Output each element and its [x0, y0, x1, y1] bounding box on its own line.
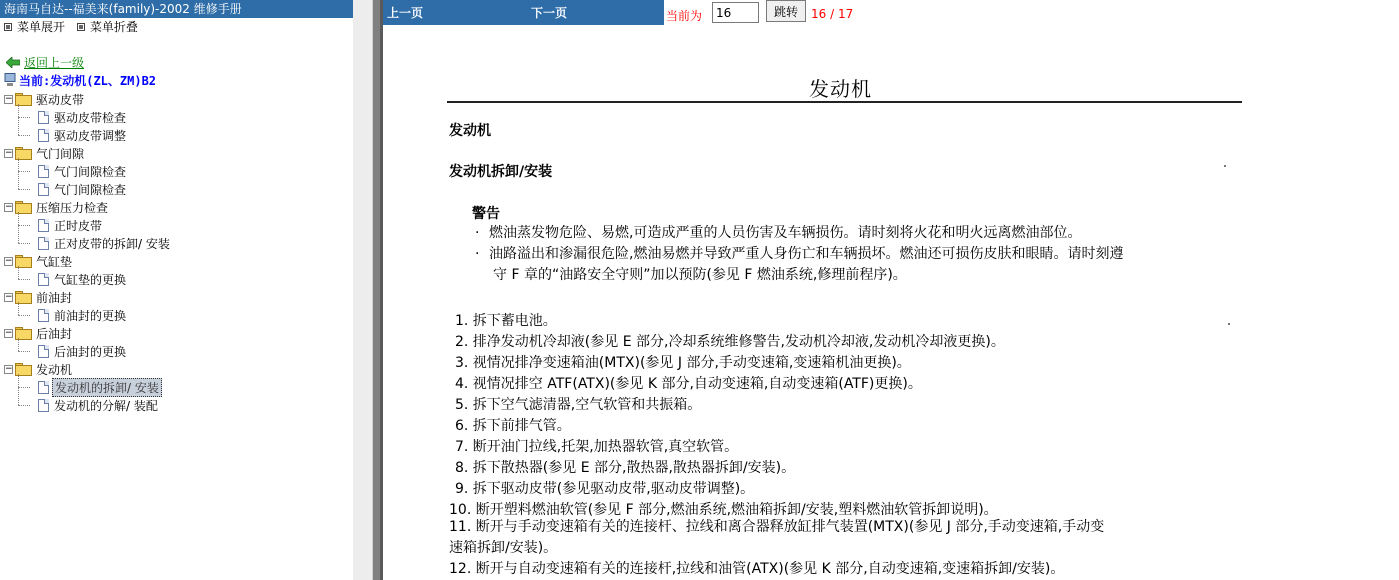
tree-folder[interactable] — [4, 288, 172, 306]
tree-folder[interactable] — [4, 90, 172, 108]
document-page-icon — [38, 345, 49, 358]
tree-page-item[interactable] — [4, 234, 172, 252]
procedure-step-11-cont: 速箱拆卸/安装)。 — [449, 540, 558, 556]
scan-speck — [1224, 165, 1226, 167]
tree-folder-label: 前油封 — [36, 290, 73, 305]
navigation-pane — [0, 0, 353, 580]
tree-page-label: 前油封的更换 — [54, 308, 127, 323]
document-page-icon — [38, 237, 49, 250]
collapse-toggle-icon[interactable]: − — [5, 363, 13, 374]
tree-page-label: 后油封的更换 — [54, 344, 127, 359]
tree-connector — [18, 374, 19, 405]
page-toolbar — [383, 0, 954, 25]
manual-title: 海南马自达--福美来(family)-2002 维修手册 — [0, 0, 353, 18]
document-page-icon — [38, 129, 49, 142]
current-location-text: 当前:发动机(ZL、ZM)B2 — [19, 73, 157, 88]
warning-item-2: · 油路溢出和渗漏很危险,燃油易燃并导致严重人身伤亡和车辆损坏。燃油还可损伤皮肤和眼睛。请时刻遵 — [475, 246, 1124, 262]
tree-folder[interactable] — [4, 252, 172, 270]
tree-connector — [18, 212, 19, 243]
document-page-icon — [38, 165, 49, 178]
splitter-face — [353, 0, 373, 580]
document-page-icon — [38, 183, 49, 196]
warning-title: 警告 — [472, 206, 500, 222]
back-arrow-icon — [6, 57, 20, 68]
back-link[interactable]: 返回上一级 — [24, 55, 85, 70]
tree-page-label: 气门间隙检查 — [54, 182, 127, 197]
collapse-toggle-icon[interactable]: − — [5, 93, 13, 104]
tree-page-item[interactable] — [4, 126, 172, 144]
procedure-step: 8. 拆下散热器(参见 E 部分,散热器,散热器拆卸/安装)。 — [455, 460, 796, 476]
document-page-icon — [38, 309, 49, 322]
back-row — [6, 54, 84, 70]
warning-text-2: 油路溢出和渗漏很危险,燃油易燃并导致严重人身伤亡和车辆损坏。燃油还可损伤皮肤和眼睛。请时刻遵 — [489, 246, 1124, 262]
pane-splitter[interactable] — [353, 0, 383, 580]
tree-folder-label: 气门间隙 — [36, 146, 85, 161]
tree-folder-label: 发动机 — [36, 362, 73, 377]
document-page-icon — [38, 399, 49, 412]
tree-page-item[interactable] — [4, 378, 172, 396]
page-title: 发动机 — [809, 77, 872, 101]
menu-expand-label: 菜单展开 — [17, 20, 66, 34]
warning-item-1: · 燃油蒸发物危险、易燃,可造成严重的人员伤害及车辆损伤。请时刻将火花和明火远离燃油部位。 — [475, 225, 1082, 241]
tree-folder[interactable] — [4, 360, 172, 378]
tree-connector — [18, 189, 30, 190]
tree-connector — [18, 279, 30, 280]
procedure-step: 5. 拆下空气滤清器,空气软管和共振箱。 — [455, 397, 702, 413]
menu-expand-button[interactable] — [4, 18, 65, 36]
tree-page-item[interactable] — [4, 108, 172, 126]
procedure-step: 9. 拆下驱动皮带(参见驱动皮带,驱动皮带调整)。 — [455, 481, 755, 497]
page-jump-area — [664, 0, 954, 25]
document-page — [383, 25, 1399, 580]
tree-connector — [18, 135, 30, 136]
tree-folder-label: 驱动皮带 — [36, 92, 85, 107]
content-pane — [383, 0, 1399, 580]
tree-page-item[interactable] — [4, 396, 172, 414]
tree-page-label: 正时皮带 — [54, 218, 103, 233]
tree-connector — [18, 405, 30, 406]
procedure-step: 12. 断开与自动变速箱有关的连接杆,拉线和油管(ATX)(参见 K 部分,自动变速箱,变速箱拆卸/安装)。 — [449, 561, 1065, 577]
tree-page-label: 驱动皮带调整 — [54, 128, 127, 143]
collapse-toggle-icon[interactable]: − — [5, 255, 13, 266]
tree-connector — [18, 315, 30, 316]
prev-page-link[interactable]: 上一页 — [387, 6, 424, 20]
tree-folder[interactable] — [4, 144, 172, 162]
menu-collapse-label: 菜单折叠 — [89, 20, 138, 34]
procedure-step: 2. 排净发动机冷却液(参见 E 部分,冷却系统维修警告,发动机冷却液,发动机冷却液更换)。 — [455, 334, 1005, 350]
tree-page-label: 气门间隙检查 — [54, 164, 127, 179]
collapse-toggle-icon[interactable]: − — [5, 327, 13, 338]
menu-collapse-button[interactable] — [77, 18, 138, 36]
tree-connector — [18, 387, 30, 388]
page-count: 16 / 17 — [811, 7, 854, 21]
procedure-step: 11. 断开与手动变速箱有关的连接杆、拉线和离合器释放缸排气装置(MTX)(参见 J 部分,手动变速箱,手动变 — [449, 519, 1105, 535]
procedure-step: 1. 拆下蓄电池。 — [455, 313, 557, 329]
document-page-icon — [38, 381, 49, 394]
tree-page-label: 驱动皮带检查 — [54, 110, 127, 125]
tree-connector — [18, 158, 19, 189]
subsection-heading: 发动机拆卸/安装 — [449, 164, 553, 180]
document-page-icon — [38, 273, 49, 286]
tree-page-label: 正对皮带的拆卸/ 安装 — [54, 236, 170, 251]
computer-icon — [4, 73, 16, 87]
tree-connector — [18, 243, 30, 244]
tree-connector — [18, 225, 30, 226]
current-location — [4, 72, 156, 88]
page-number-input[interactable] — [712, 2, 759, 23]
procedure-step: 4. 视情况排空 ATF(ATX)(参见 K 部分,自动变速箱,自动变速箱(ATF)更换)。 — [455, 376, 922, 392]
collapse-all-icon — [77, 23, 85, 31]
tree-page-item[interactable] — [4, 342, 172, 360]
tree-connector — [18, 266, 19, 279]
menu-controls — [0, 18, 353, 36]
current-page-label: 当前为 — [666, 9, 703, 23]
tree-connector — [18, 302, 19, 315]
tree-folder[interactable] — [4, 324, 172, 342]
tree-page-item[interactable] — [4, 216, 172, 234]
tree-page-label: 气缸垫的更换 — [54, 272, 127, 287]
procedure-step: 6. 拆下前排气管。 — [455, 418, 571, 434]
tree-folder-label: 后油封 — [36, 326, 73, 341]
tree-connector — [18, 351, 30, 352]
scan-speck — [1228, 323, 1230, 325]
jump-button[interactable]: 跳转 — [766, 0, 806, 22]
warning-text-2-cont: 守 F 章的“油路安全守则”加以预防(参见 F 燃油系统,修理前程序)。 — [493, 267, 907, 283]
tree-connector — [18, 171, 30, 172]
tree-page-item[interactable] — [4, 306, 172, 324]
expand-all-icon — [4, 23, 12, 31]
tree-connector — [18, 338, 19, 351]
collapse-toggle-icon[interactable]: − — [5, 291, 13, 302]
tree-connector — [18, 104, 19, 135]
warning-text-1: 燃油蒸发物危险、易燃,可造成严重的人员伤害及车辆损伤。请时刻将火花和明火远离燃油部位。 — [489, 225, 1082, 241]
next-page-link[interactable]: 下一页 — [531, 6, 568, 20]
tree-connector — [18, 117, 30, 118]
tree-page-label: 发动机的分解/ 装配 — [54, 398, 158, 413]
section-heading: 发动机 — [449, 123, 491, 139]
tree-folder-label: 压缩压力检查 — [36, 200, 109, 215]
title-rule — [447, 101, 1242, 103]
tree-folder-label: 气缸垫 — [36, 254, 73, 269]
tree-page-item[interactable] — [4, 162, 172, 180]
chapter-tree — [4, 90, 172, 414]
collapse-toggle-icon[interactable]: − — [5, 147, 13, 158]
document-page-icon — [38, 219, 49, 232]
procedure-step: 3. 视情况排净变速箱油(MTX)(参见 J 部分,手动变速箱,变速箱机油更换)。 — [455, 355, 911, 371]
collapse-toggle-icon[interactable]: − — [5, 201, 13, 212]
tree-page-item[interactable] — [4, 180, 172, 198]
tree-page-item[interactable] — [4, 270, 172, 288]
document-page-icon — [38, 111, 49, 124]
procedure-step: 7. 断开油门拉线,托架,加热器软管,真空软管。 — [455, 439, 739, 455]
procedure-step: 10. 断开塑料燃油软管(参见 F 部分,燃油系统,燃油箱拆卸/安装,塑料燃油软管拆卸说明)。 — [449, 502, 998, 518]
tree-folder[interactable] — [4, 198, 172, 216]
tree-page-label: 发动机的拆卸/ 安装 — [52, 378, 162, 397]
